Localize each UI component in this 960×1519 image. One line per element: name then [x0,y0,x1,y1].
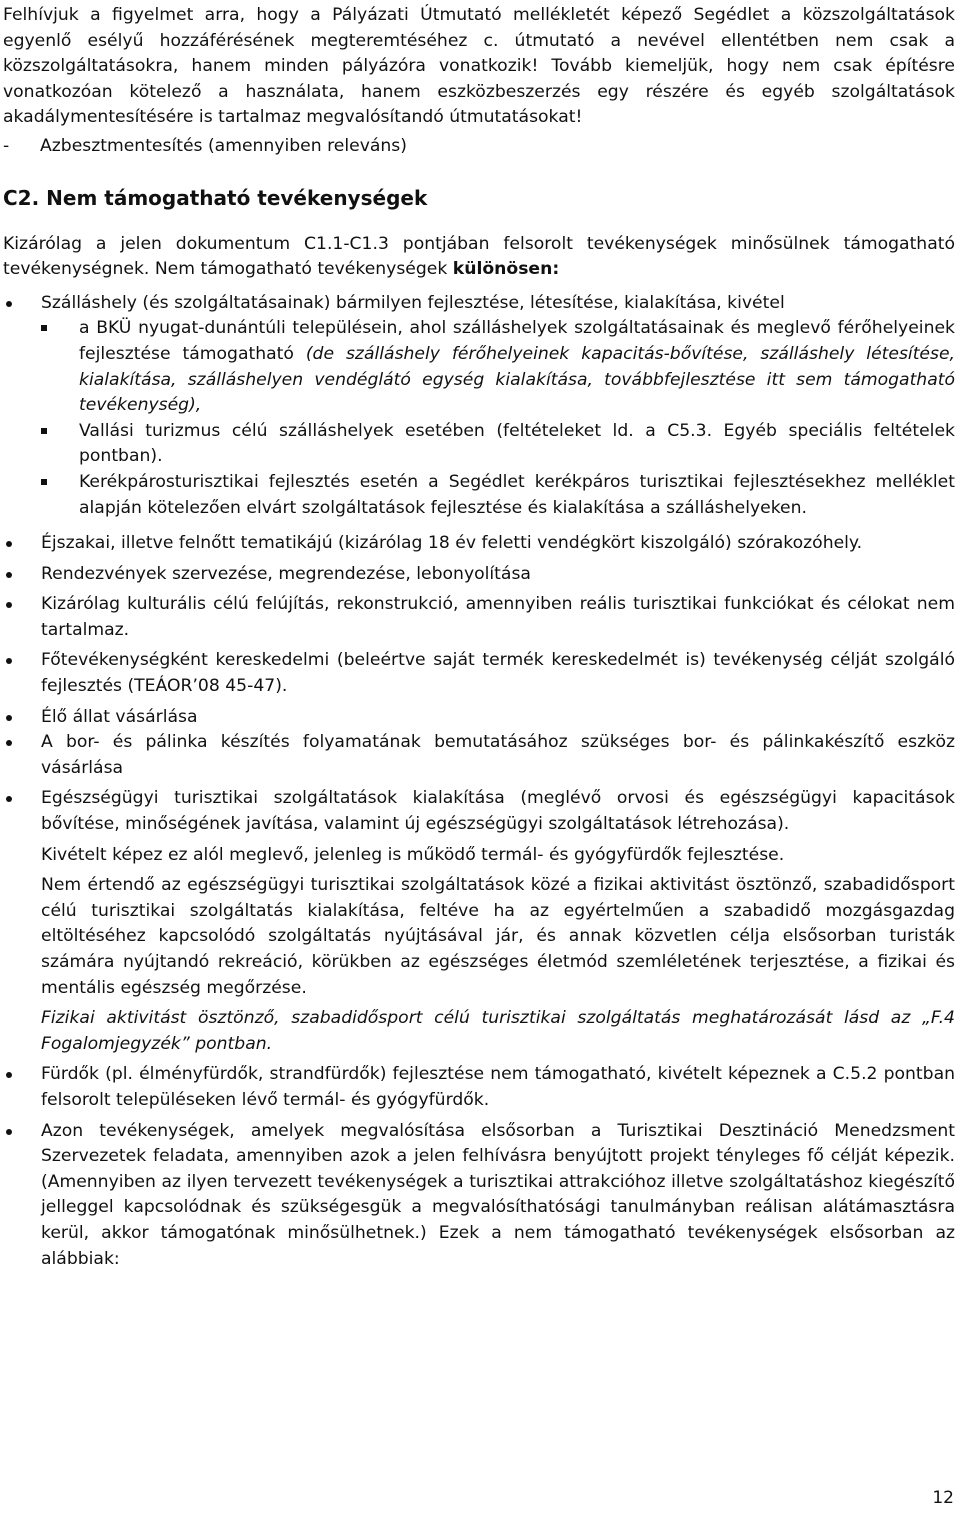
list-item-text: Szálláshely (és szolgáltatásainak) bármilyen fejlesztése, létesítése, kialakítása, kivétel [41,292,785,313]
dash-mark: - [3,135,10,156]
lead-bold: különösen: [452,259,560,280]
sub-item-text: a BKÜ nyugat-dunántúli településein, ahol szálláshelyek szolgáltatásainak és meglevő férőhelyeinek fejlesztése támogatható [79,318,955,364]
section-heading: C2. Nem támogatható tevékenységek [3,185,428,210]
list-item: Fürdők (pl. élményfürdők, strandfürdők) fejlesztése nem támogatható, kivételt képeznek a C.5.2 pontban felsorolt településeken lévő termál- és gyógyfürdők. [3,1062,955,1113]
note-paragraph: Nem értendő az egészségügyi turisztikai szolgáltatások közé a fizikai aktivitást ösztönző, szabadidősport célú turisztikai szolgáltatás kialakítása, feltéve ha az egyértelműen a szabadidő mozgásgazdag eltöltéséhez kapcsolódó szolgáltatás nyújtásával jár, és annak közvetlen célja elsősorban turisták számára nyújtandó rekreáció, körükben az egészséges életmód szemléletének terjesztése, a fizikai és mentális egészség megőrzése. [41,875,955,998]
note-paragraph-italic: Fizikai aktivitást ösztönző, szabadidősport célú turisztikai szolgáltatás meghatározását lásd az „F.4 Fogalomjegyzék” pontban. [41,1008,955,1054]
intro-paragraph: Felhívjuk a figyelmet arra, hogy a Pályázati Útmutató mellékletét képező Segédlet a közszolgáltatások egyenlő esélyű hozzáférésének megteremtéséhez c. útmutató a nevével ellentétben nem csak a közszolgáltatásokra, hanem minden pályázóra vonatkozik! Tovább kiemeljük, hogy nem csak építésre vonatkozóan kötelező a használata, hanem eszközbeszerzés egy részére és egyéb szolgáltatások akadálymentesítésére is tartalmaz megvalósítandó útmutatásokat! [3,5,955,128]
list-item: Éjszakai, illetve felnőtt tematikájú (kizárólag 18 év feletti vendégkört kiszolgáló) szórakozóhely. [3,531,955,557]
dash-item [3,134,955,160]
list-item [3,291,955,521]
sub-item-italic: (de szálláshely férőhelyeinek kapacitás-bővítése, szálláshely létesítése, kialakítása, szálláshelyen vendéglátó egység kialakítása, továbbfejlesztése itt sem támogatható tevékenység), [79,343,955,416]
sub-list-item: Kerékpárosturisztikai fejlesztés esetén a Segédlet kerékpáros turisztikai fejlesztésekhez melléklet alapján kötelezően elvárt szolgáltatások fejlesztése és kialakítása a szálláshelyeken. [41,470,955,521]
sub-list-item: Vallási turizmus célú szálláshelyek esetében (feltételeket ld. a C5.3. Egyéb speciális feltételek pontban). [41,419,955,470]
bullet-list [3,291,955,838]
list-item: Azon tevékenységek, amelyek megvalósítása elsősorban a Turisztikai Desztináció Menedzsment Szervezetek feladata, amennyiben azok a jelen felhívásra benyújtott projekt tényleges fő célját képezik. (Amennyiben az ilyen tervezett tevékenységek a turisztikai attrakcióhoz illetve szolgáltatáshoz kiegészítő jelleggel kapcsolódnak és szükségesgük a megvalósíthatósági tanulmányban reálisan alátámasztásra kerül, akkor támogatónak minősülhetnek.) Ezek a nem támogatható tevékenységek elsősorban az alábbiak: [3,1119,955,1273]
dash-item-text: Azbesztmentesítés (amennyiben releváns) [40,135,407,156]
sub-list [41,316,955,521]
list-item: Élő állat vásárlása [3,705,955,731]
section-lead [3,232,955,283]
list-item: A bor- és pálinka készítés folyamatának bemutatásához szükséges bor- és pálinkakészítő eszköz vásárlása [3,730,955,781]
bullet-list [3,1062,955,1272]
list-item: Egészségügyi turisztikai szolgáltatások kialakítása (meglévő orvosi és egészségügyi kapacitások bővítése, minőségének javítása, valamint új egészségügyi szolgáltatások létrehozása). [3,786,955,837]
note-paragraph: Kivételt képez ez alól meglevő, jelenleg is működő termál- és gyógyfürdők fejlesztése. [41,844,785,865]
page-number: 12 [932,1488,954,1508]
list-item: Kizárólag kulturális célú felújítás, rekonstrukció, amennyiben reális turisztikai funkciókat és célokat nem tartalmaz. [3,592,955,643]
list-item: Rendezvények szervezése, megrendezése, lebonyolítása [3,562,955,588]
lead-text: Kizárólag a jelen dokumentum C1.1-C1.3 pontjában felsorolt tevékenységek minősülnek támogatható tevékenységnek. Nem támogatható tevékenységek [3,233,955,280]
list-item: Főtevékenységként kereskedelmi (beleértve saját termék kereskedelmét is) tevékenység célját szolgáló fejlesztés (TEÁOR’08 45-47). [3,648,955,699]
sub-list-item [41,316,955,418]
